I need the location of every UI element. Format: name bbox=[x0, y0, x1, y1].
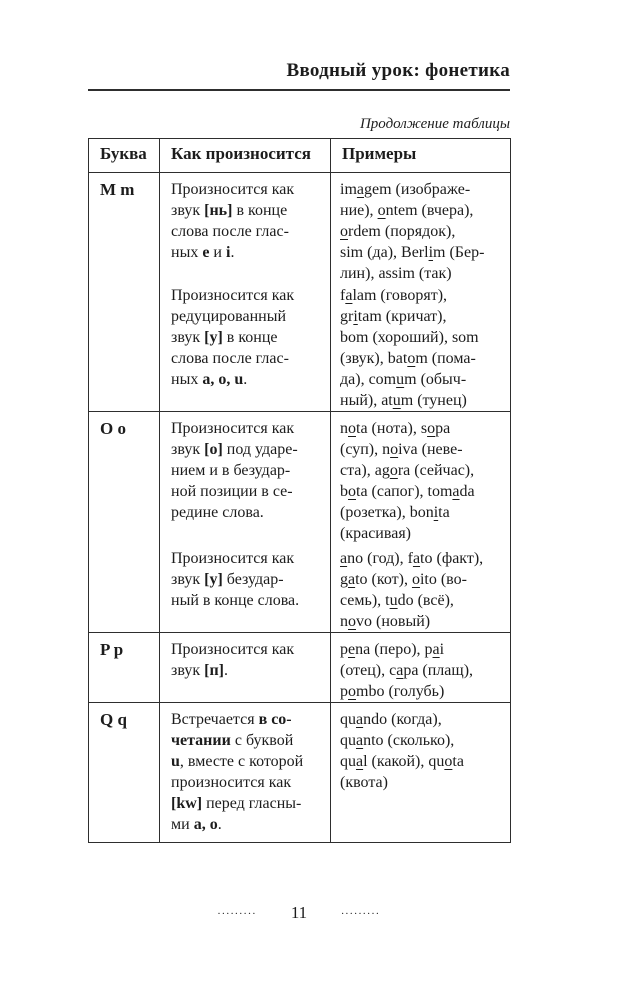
page-number: 11 bbox=[290, 903, 308, 922]
table-row-q bbox=[89, 703, 511, 843]
footer-dots-right: ......... bbox=[341, 905, 381, 917]
table-row-p bbox=[89, 633, 511, 703]
pronunciation-cell: Произносится как звук [нь] в конце слова после глас- ных е и i. Произносится как редуцированный звук [у] в конце слова после глас- ных а, о, u. bbox=[160, 173, 331, 412]
table-row-o bbox=[89, 412, 511, 633]
examples-cell: pena (перо), pai (отец), capa (плащ), pombo (голубь) bbox=[331, 633, 511, 703]
page-content bbox=[88, 60, 510, 923]
pronunciation-cell: Встречается в со- четании с буквой u, вместе с которой произносится как [kw] перед гласны- ми а, о. bbox=[160, 703, 331, 843]
table-header-row bbox=[89, 139, 511, 173]
examples-cell: imagem (изображе- ние), ontem (вчера), ordem (порядок), sim (да), Berlim (Бер- лин), assim (так) falam (говорят), gritam (кричат), bom (хороший), som (звук), batom (пома- да), comum (обыч- ный), atum (тунец) bbox=[331, 173, 511, 412]
table-continuation-caption: Продолжение таблицы bbox=[359, 116, 510, 132]
letter-cell: O o bbox=[89, 412, 160, 633]
column-header-pronunciation: Как произносится bbox=[160, 139, 331, 173]
column-header-examples: Примеры bbox=[331, 139, 511, 173]
examples-cell: nota (нота), sopa (суп), noiva (неве- ста), agora (сейчас), bota (сапог), tomada (розетка), bonita (красивая) ano (год), fato (факт), gato (кот), oito (во- семь), tudo (всё), novo (новый) bbox=[331, 412, 511, 633]
letter-cell: M m bbox=[89, 173, 160, 412]
letter-cell: P p bbox=[89, 633, 160, 703]
running-header: Вводный урок: фонетика bbox=[88, 60, 510, 91]
examples-cell: quando (когда), quanto (сколько), qual (какой), quota (квота) bbox=[331, 703, 511, 843]
pronunciation-cell: Произносится как звук [о] под ударе- нием и в безудар- ной позиции в се- редине слова. Произносится как звук [у] безудар- ный в конце слова. bbox=[160, 412, 331, 633]
phonetics-table bbox=[88, 138, 511, 843]
table-row-m bbox=[89, 173, 511, 412]
pronunciation-cell: Произносится как звук [п]. bbox=[160, 633, 331, 703]
page-footer bbox=[88, 903, 510, 923]
letter-cell: Q q bbox=[89, 703, 160, 843]
column-header-letter: Буква bbox=[89, 139, 160, 173]
footer-dots-left: ......... bbox=[217, 905, 257, 917]
